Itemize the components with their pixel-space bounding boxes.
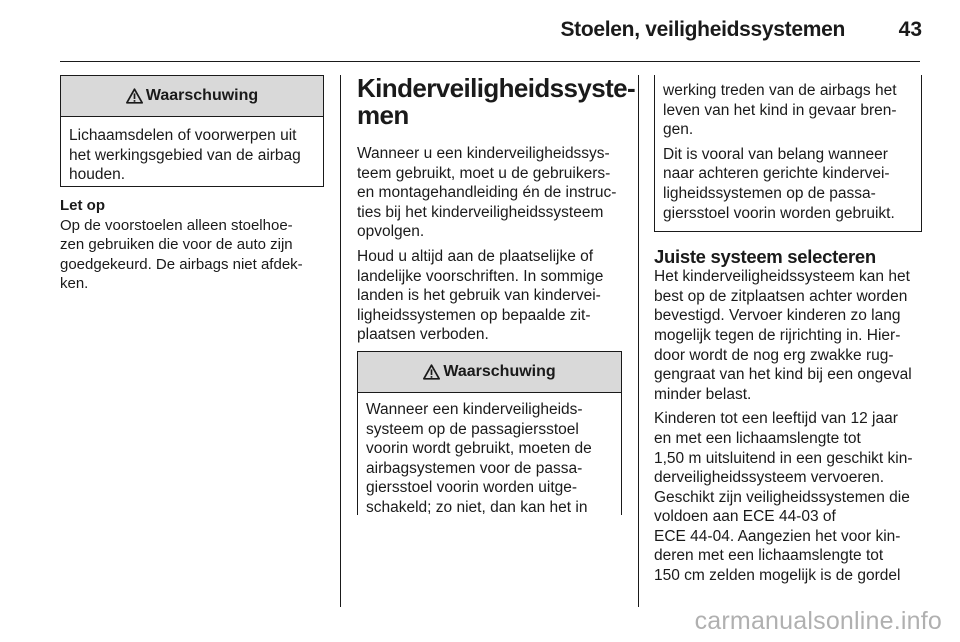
text-line: plaatsen verboden. [357,326,489,344]
warning-box [60,75,324,187]
warning-box [357,351,622,515]
text-line: Geschikt zijn veiligheidssystemen die [654,488,910,506]
text-line: ligheidssystemen op de passa- [663,184,876,202]
text-line: landen is het gebruik van kindervei- [357,287,601,305]
text-line: ken. [60,275,89,292]
warning-body [61,117,323,195]
text-line: goedgekeurd. De airbags niet afdek- [60,255,303,273]
text-line: 150 cm zelden mogelijk is de gordel [654,567,901,585]
text-line: mogelijk tegen de rijrichting in. Hier- [654,326,901,344]
column-divider-left [340,75,341,607]
note-title: Let op [60,197,105,214]
text-line: houden. [69,166,126,184]
column-3 [654,75,922,586]
text-line: Houd u altijd aan de plaatselijke of [357,247,594,265]
note [60,196,324,294]
paragraph [357,144,622,242]
subsection-title: Juiste systeem selecteren [654,246,876,268]
text-line: systeem op de passagiersstoel [366,420,579,438]
text-line: en montagehandleiding én de instruc- [357,184,617,202]
text-line: derveiligheidssysteem vervoeren. [654,469,885,487]
text-line: naar achteren gerichte kindervei- [663,165,890,183]
warning-heading: Waarschuwing [145,87,259,105]
text-line: schakeld; zo niet, dan kan het in [366,498,588,516]
warning-heading: Waarschuwing [443,363,556,381]
warning-header [61,76,323,117]
warning-body [358,393,621,528]
text-line: giersstoel voorin worden gebruikt. [663,204,895,222]
text-line: werking treden van de airbags het [663,82,897,99]
text-line: voorin wordt gebruikt, moeten de [366,440,592,458]
warning-header [358,352,621,393]
paragraph [654,267,922,404]
paragraph [357,247,622,345]
text-line: ECE 44-04. Aangezien het voor kin- [654,527,901,545]
text-line: minder belast. [654,385,752,403]
text-line: Wanneer een kinderveiligheids- [366,400,583,418]
column-1 [60,75,324,294]
text-line: Kinderen tot een leeftijd van 12 jaar [654,410,898,428]
text-line: best op de zitplaatsen achter worden [654,287,908,305]
text-line: ligheidssystemen op bepaalde zit- [357,306,591,324]
text-line: voldoen aan ECE 44-03 of [654,508,836,526]
warning-triangle-icon [126,88,143,104]
text-line: Het kinderveiligheidssysteem kan het [654,268,910,286]
warning-triangle-icon [423,364,440,380]
text-line: airbagsystemen voor de passa- [366,459,583,477]
text-line: zen gebruiken die voor de auto zijn [60,236,293,253]
page-number: 43 [898,18,922,41]
text-line: Lichaamsdelen of voorwerpen uit [69,127,297,144]
paragraph [663,81,913,140]
column-2 [357,73,636,516]
text-line: Op de voorstoelen alleen stoelhoe- [60,216,293,234]
warning-box-continued [654,75,922,232]
paragraph [654,409,922,585]
text-line: opvolgen. [357,223,425,241]
text-line: Wanneer u een kinderveiligheidssys- [357,145,610,162]
text-line: gengraat van het kind bij een ongeval [654,366,912,384]
text-line: deren met een lichaamslengte tot [654,547,884,565]
watermark: carmanualsonline.info [694,607,942,635]
text-line: giersstoel voorin worden uitge- [366,479,578,497]
text-line: het werkingsgebied van de airbag [69,146,301,164]
text-line: door wordt de nog erg zwakke rug- [654,346,894,364]
text-line: ties bij het kinderveiligheidssysteem [357,203,604,221]
paragraph [663,145,913,223]
title-line: Kinderveiligheidssyste- [357,73,636,103]
text-line: en met een lichaamslengte tot [654,429,861,447]
title-line: men [357,100,409,130]
text-line: 1,50 m uitsluitend in een geschikt kin- [654,449,913,467]
header-rule [60,61,920,62]
section-title [357,73,636,130]
text-line: bevestigd. Vervoer kinderen zo lang [654,307,901,325]
text-line: gen. [663,121,694,139]
text-line: teem gebruikt, moet u de gebruikers- [357,164,611,182]
text-line: leven van het kind in gevaar bren- [663,101,897,119]
page-header-title: Stoelen, veiligheidssystemen [560,18,845,41]
column-divider-right [638,75,639,607]
text-line: Dit is vooral van belang wanneer [663,145,888,163]
text-line: landelijke voorschriften. In sommige [357,267,604,285]
